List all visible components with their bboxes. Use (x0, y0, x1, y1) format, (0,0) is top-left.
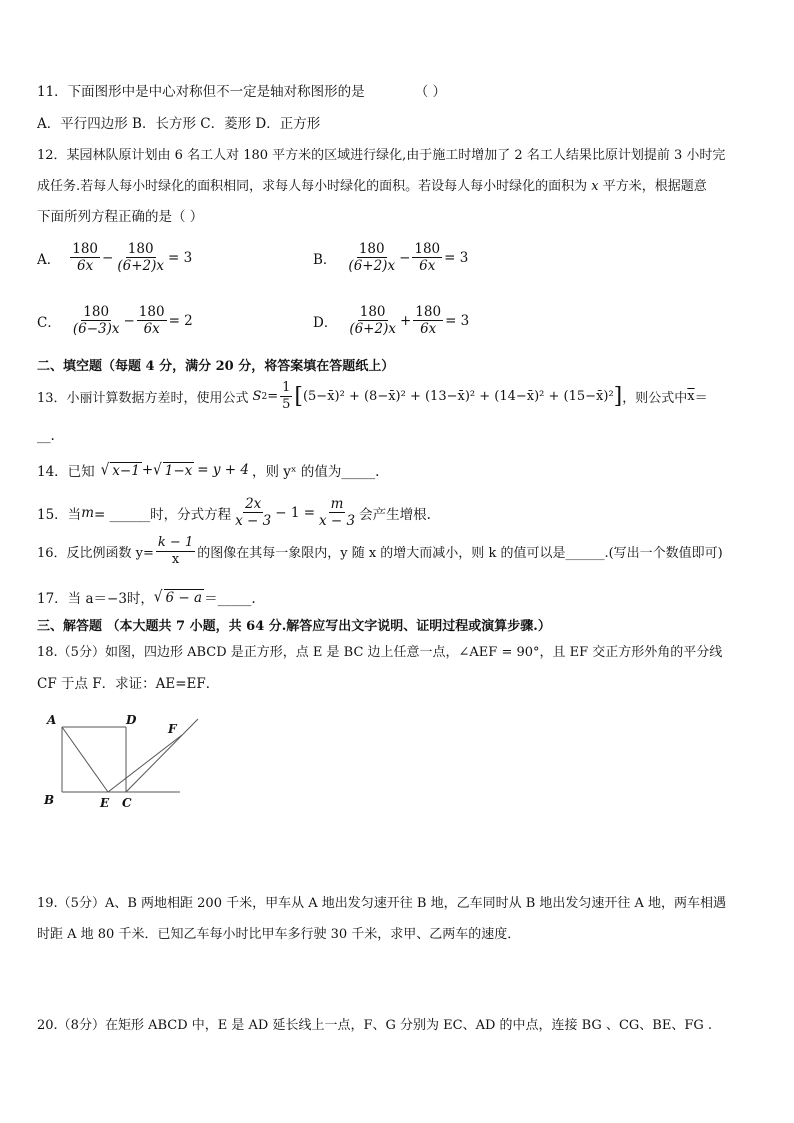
q11-options: A．平行四边形 B．长方形 C．菱形 D．正方形 (37, 116, 321, 132)
q12-line3: 下面所列方程正确的是（ ） (37, 209, 204, 225)
q11-stem: 11．下面图形中是中心对称但不一定是轴对称图形的是 （ ） (37, 84, 446, 100)
frac: $\frac{180}{6x}$ (138, 304, 165, 337)
frac: $\frac{180}{(6+2)x}$ (117, 241, 164, 274)
q13-line2: __. (37, 428, 55, 444)
q17-line: 17．当 a＝−3时， √ 6 − a ＝_____. (37, 587, 256, 607)
q20-line1: 20.（8分）在矩形 ABCD 中，E 是 AD 延长线上一点，F、G 分别为 EC、AD 的中点，连接 BG 、CG、BE、FG . (37, 1018, 712, 1033)
q12-option-d: D． $\frac{180}{(6+2)x}$ + $\frac{180}{6x}$ = 3 (313, 304, 470, 337)
frac: $\frac{1}{5}$ (282, 380, 291, 412)
q14-line: 14．已知 √ x−1 + √ 1−x = y + 4 ，则 yˣ 的值为_____. (37, 460, 380, 480)
q12-line2: 成任务.若每人每小时绿化的面积相同，求每人每小时绿化的面积。若设每人每小时绿化的面积为 x 平方米，根据题意 (37, 179, 707, 194)
label-d: D (126, 713, 137, 727)
label-c: C (122, 796, 132, 810)
q16-line: 16．反比例函数 y= $\frac{k - 1}{x}$ 的图像在其每一象限内，y 随 x 的增大而减小，则 k 的值可以是______.(写出一个数值即可) (37, 535, 723, 567)
q18-line2: CF 于点 F．求证：AE=EF． (37, 676, 220, 692)
frac: $\frac{180}{6x}$ (415, 304, 442, 337)
section-solve-title: 三、解答题 （本大题共 7 小题，共 64 分.解答应写出文字说明、证明过程或演算步骤.） (37, 619, 551, 634)
q18-line1: 18.（5分）如图，四边形 ABCD 是正方形，点 E 是 BC 边上任意一点，∠AEF = 90°，且 EF 交正方形外角的平分线 (37, 645, 723, 660)
label-f: F (168, 722, 177, 736)
frac: $\frac{m}{x - 3}$ (319, 496, 356, 529)
q13-line1: 13．小丽计算数据方差时，使用公式 S 2 = $\frac{1}{5}$ [ (5−x̄)² + (8−x̄)² + (13−x̄)² + (14−x̄)² + (15−x̄)² ] ，则公式中 $\overline{x}$ ＝ (37, 380, 708, 412)
frac: $\frac{k - 1}{x}$ (157, 535, 194, 567)
frac: $\frac{180}{(6+2)x}$ (348, 241, 396, 274)
segment-cf (126, 719, 198, 792)
label-b: B (44, 793, 55, 807)
segment-ae (62, 727, 108, 792)
frac: $\frac{180}{6x}$ (414, 241, 441, 274)
square-figure (36, 705, 216, 815)
q19-line2: 时距 A 地 80 千米．已知乙车每小时比甲车多行驶 30 千米，求甲、乙两车的速度． (37, 927, 521, 942)
frac: $\frac{180}{6x}$ (72, 241, 99, 274)
q12-option-a: A． $\frac{180}{6x}$ − $\frac{180}{(6+2)x}$ = 3 (37, 241, 193, 274)
q15-line: 15．当 m = ______时，分式方程 $\frac{2x}{x - 3}$ − 1 = $\frac{m}{x - 3}$ 会产生增根. (37, 496, 431, 529)
label-e: E (100, 796, 110, 810)
frac: $\frac{180}{(6-3)x}$ (72, 304, 120, 337)
label-a: A (47, 713, 57, 727)
frac: $\frac{2x}{x - 3}$ (235, 496, 272, 529)
q12-option-b: B． $\frac{180}{(6+2)x}$ − $\frac{180}{6x}$ = 3 (313, 241, 469, 274)
frac: $\frac{180}{(6+2)x}$ (349, 304, 396, 337)
section-fill-in-title: 二、填空题（每题 4 分，满分 20 分，将答案填在答题纸上） (37, 359, 395, 374)
q12-option-c: C． $\frac{180}{(6-3)x}$ − $\frac{180}{6x}$ = 2 (37, 304, 193, 337)
segment-ef (108, 735, 182, 792)
q19-line1: 19.（5分）A、B 两地相距 200 千米，甲车从 A 地出发匀速开往 B 地，乙车同时从 B 地出发匀速开往 A 地，两车相遇 (37, 896, 727, 911)
q12-line1: 12．某园林队原计划由 6 名工人对 180 平方米的区域进行绿化,由于施工时增加了 2 名工人结果比原计划提前 3 小时完 (37, 148, 726, 163)
